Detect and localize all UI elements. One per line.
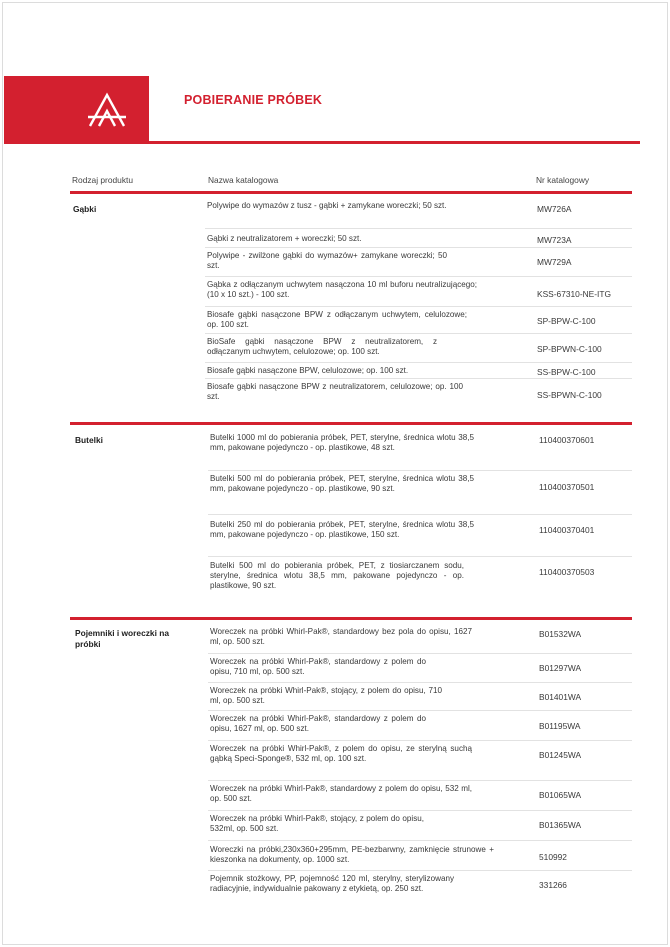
section-rule [70, 617, 632, 620]
row-divider [208, 780, 632, 781]
table-row-code: 110400370501 [539, 482, 595, 492]
table-row-name: Polywipe - zwilżone gąbki do wymazów+ zamykane woreczki; 50 szt. [207, 251, 447, 271]
row-divider [208, 810, 632, 811]
table-row-name: Polywipe do wymazów z tusz - gąbki + zamykane woreczki; 50 szt. [207, 201, 447, 210]
table-row-code: B01532WA [539, 629, 582, 639]
table-row-code: 110400370401 [539, 525, 595, 535]
section-title-gabki: Gąbki [73, 204, 97, 214]
table-row-code: 110400370601 [539, 435, 595, 445]
table-row-code: KSS-67310-NE-ITG [537, 289, 612, 299]
row-divider [205, 333, 632, 334]
table-row-code: B01365WA [539, 820, 582, 830]
table-row-name: Woreczek na próbki Whirl-Pak®, stojący, z polem do opisu, 710 ml, op. 500 szt. [210, 686, 442, 706]
table-row-code: B01297WA [539, 663, 582, 673]
table-row-code: SS-BPW-C-100 [537, 367, 596, 377]
table-row-name: Gąbka z odłączanym uchwytem nasączona 10 ml buforu neutralizującego; (10 x 10 szt.) - 100 szt. [207, 280, 477, 300]
row-divider [208, 682, 632, 683]
table-row-name: Woreczek na próbki Whirl-Pak®, stojący, z polem do opisu, 532ml, op. 500 szt. [210, 814, 424, 834]
table-row-code: 510992 [539, 852, 567, 862]
table-row-code: MW723A [537, 235, 572, 245]
row-divider [205, 362, 632, 363]
column-header-code: Nr katalogowy [536, 175, 590, 185]
table-row-name: Butelki 1000 ml do pobierania próbek, PET, sterylne, średnica wlotu 38,5 mm, pakowane pojedynczo - op. plastikowe, 48 szt. [210, 433, 474, 453]
table-row-code: B01195WA [539, 721, 581, 731]
table-row-code: B01401WA [539, 692, 582, 702]
row-divider [208, 710, 632, 711]
table-row-code: 110400370503 [539, 567, 595, 577]
table-row-name: Butelki 500 ml do pobierania próbek, PET, sterylne, średnica wlotu 38,5 mm, pakowane pojedynczo - op. plastikowe, 90 szt. [210, 474, 474, 494]
table-row-name: Woreczek na próbki Whirl-Pak®, standardowy z polem do opisu, 1627 ml, op. 500 szt. [210, 714, 426, 734]
row-divider [205, 378, 632, 379]
triangle-a-logo-icon [86, 92, 128, 128]
row-divider [205, 306, 632, 307]
table-row-name: Woreczek na próbki Whirl-Pak®, z polem do opisu, ze sterylną suchą gąbką Speci-Sponge®, 532 ml, op. 100 szt. [210, 744, 472, 764]
table-row-code: MW726A [537, 204, 572, 214]
table-row-name: BioSafe gąbki nasączone BPW z neutralizatorem, z odłączanym uchwytem, celulozowe; op. 100 szt. [207, 337, 437, 357]
table-row-name: Woreczek na próbki Whirl-Pak®, standardowy z polem do opisu, 710 ml, op. 500 szt. [210, 657, 426, 677]
table-row-code: 331266 [539, 880, 567, 890]
table-row-name: Biosafe gąbki nasączone BPW, celulozowe; op. 100 szt. [207, 366, 409, 375]
section-rule [70, 422, 632, 425]
row-divider [208, 556, 632, 557]
table-row-name: Biosafe gąbki nasączone BPW z neutralizatorem, celulozowe; op. 100 szt. [207, 382, 463, 402]
row-divider [208, 870, 632, 871]
table-row-name: Butelki 250 ml do pobierania próbek, PET, sterylne, średnica wlotu 38,5 mm, pakowane pojedynczo - op. plastikowe, 150 szt. [210, 520, 474, 540]
table-row-code: B01065WA [539, 790, 582, 800]
row-divider [208, 470, 632, 471]
row-divider [205, 228, 632, 229]
section-title-butelki: Butelki [75, 435, 103, 445]
column-header-name: Nazwa katalogowa [208, 175, 279, 185]
table-row-name: Pojemnik stożkowy, PP, pojemność 120 ml, sterylny, sterylizowany radiacyjnie, indywidualnie pakowany z etykietą, op. 250 szt. [210, 874, 454, 894]
header-rule [4, 141, 640, 144]
row-divider [208, 514, 632, 515]
table-row-code: B01245WA [539, 750, 582, 760]
row-divider [205, 247, 632, 248]
column-header-type: Rodzaj produktu [72, 175, 133, 185]
row-divider [205, 276, 632, 277]
table-row-name: Woreczek na próbki Whirl-Pak®, standardowy bez pola do opisu, 1627 ml, op. 500 szt. [210, 627, 472, 647]
section-title-pojemniki: Pojemniki i woreczki na próbki [75, 628, 170, 649]
row-divider [208, 840, 632, 841]
table-row-name: Biosafe gąbki nasączone BPW z odłączanym uchwytem, celulozowe; op. 100 szt. [207, 310, 467, 330]
table-row-name: Woreczki na próbki,230x360+295mm, PE-bezbarwny, zamknięcie strunowe + kieszonka na dokumenty, op. 1000 szt. [210, 845, 494, 865]
row-divider [208, 740, 632, 741]
table-row-code: SP-BPW-C-100 [537, 316, 596, 326]
table-row-name: Woreczek na próbki Whirl-Pak®, standardowy z polem do opisu, 532 ml, op. 500 szt. [210, 784, 472, 804]
section-rule [70, 191, 632, 194]
table-row-name: Gąbki z neutralizatorem + woreczki; 50 szt. [207, 234, 362, 243]
table-row-code: SS-BPWN-C-100 [537, 390, 602, 400]
table-row-code: SP-BPWN-C-100 [537, 344, 602, 354]
table-row-code: MW729A [537, 257, 572, 267]
page-title: POBIERANIE PRÓBEK [184, 93, 323, 107]
row-divider [208, 653, 632, 654]
table-row-name: Butelki 500 ml do pobierania próbek, PET, z tiosiarczanem sodu, sterylne, średnica wlotu 38,5 mm, pakowane pojedynczo - op. plastikowe, 90 szt. [210, 561, 464, 591]
